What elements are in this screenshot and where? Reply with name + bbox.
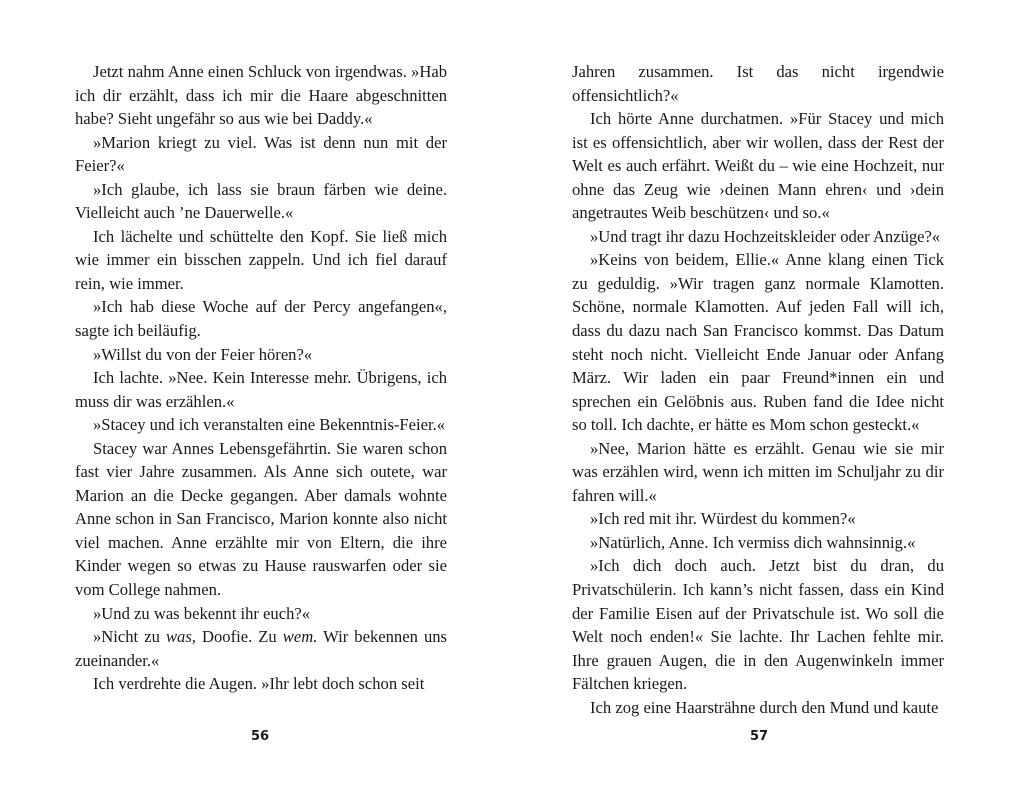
paragraph: Jetzt nahm Anne einen Schluck von irgendwas. »Hab ich dir erzählt, dass ich mir die Haare abgeschnitten habe? Sieht ungefähr so aus wie bei Daddy.« xyxy=(75,62,447,129)
italic-span: wem. xyxy=(282,627,318,647)
paragraph: »Keins von beidem, Ellie.« Anne klang einen Tick zu geduldig. »Wir tragen ganz normale Klamotten. Schöne, normale Klamotten. Auf jeden Fall will ich, dass du dazu nach San Francisco kommst. Das Datum steht noch nicht. Vielleicht Ende Januar oder Anfang März. Wir laden ein paar Freund*innen ein und sprechen ein Gelöbnis aus. Ruben fand die Idee nicht so toll. Ich dachte, er hätte es Mom schon gesteckt.« xyxy=(572,250,944,435)
paragraph: »Stacey und ich veranstalten eine Bekenntnis-Feier.« xyxy=(93,415,446,435)
page-number-right: 57 xyxy=(750,729,769,744)
paragraph: Ich hörte Anne durchatmen. »Für Stacey und mich ist es offensichtlich, aber wir wollen, dass der Rest der Welt es auch erfährt. Weißt du – wie eine Hochzeit, nur ohne das Zeug wie ›deinen Mann ehren‹ und ›dein angetrautes Weib beschützen‹ und so.« xyxy=(572,109,944,223)
paragraph: »Und tragt ihr dazu Hochzeitskleider oder Anzüge?« xyxy=(590,226,941,246)
right-page xyxy=(572,60,944,719)
text-span: Wir bekennen uns zueinander.« xyxy=(75,627,447,670)
paragraph: Stacey war Annes Lebensgefährtin. Sie waren schon fast vier Jahre zusammen. Als Anne sich outete, war Marion an die Decke gegangen. Aber damals wohnte Anne schon in San Francisco, Marion konnte also nicht viel machen. Anne erzählte mir von Eltern, die ihre Kinder wegen so etwas zu Hause rauswarfen oder sie vom College nahmen. xyxy=(75,438,447,600)
paragraph: Ich lächelte und schüttelte den Kopf. Sie ließ mich wie immer ein bisschen zappeln. Und ich fiel darauf rein, wie immer. xyxy=(75,226,447,293)
text-span: »Nicht zu xyxy=(93,627,166,647)
paragraph: »Und zu was bekennt ihr euch?« xyxy=(93,603,311,623)
paragraph: Jahren zusammen. Ist das nicht irgendwie offensichtlich?« xyxy=(572,62,944,105)
paragraph: »Marion kriegt zu viel. Was ist denn nun mit der Feier?« xyxy=(75,132,447,176)
paragraph: »Natürlich, Anne. Ich vermiss dich wahnsinnig.« xyxy=(590,532,916,552)
text-span: Doofie. Zu xyxy=(195,627,283,647)
left-page xyxy=(75,60,447,696)
italic-span: was, xyxy=(165,627,196,647)
paragraph: »Ich hab diese Woche auf der Percy angefangen«, sagte ich beiläufig. xyxy=(75,297,447,341)
paragraph: Ich verdrehte die Augen. »Ihr lebt doch schon seit xyxy=(93,674,425,694)
paragraph: »Ich red mit ihr. Würdest du kommen?« xyxy=(590,509,856,529)
paragraph: »Nee, Marion hätte es erzählt. Genau wie sie mir was erzählen wird, wenn ich mitten im Schuljahr zu dir fahren will.« xyxy=(572,438,944,505)
page-number-left: 56 xyxy=(251,729,270,744)
paragraph: »Ich dich doch auch. Jetzt bist du dran, du Privatschülerin. Ich kann’s nicht fassen, dass ein Kind der Familie Eisen auf der Privatschule ist. Wo soll die Welt noch enden!« Sie lachte. Ihr Lachen fehlte mir. Ihre grauen Augen, die in den Augenwinkeln immer Fältchen kriegen. xyxy=(572,556,944,694)
paragraph: Ich lachte. »Nee. Kein Interesse mehr. Übrigens, ich muss dir was erzählen.« xyxy=(75,368,447,411)
paragraph: Ich zog eine Haarsträhne durch den Mund und kaute xyxy=(590,697,939,717)
paragraph-with-italics xyxy=(75,625,447,672)
paragraph: »Willst du von der Feier hören?« xyxy=(93,344,313,364)
paragraph: »Ich glaube, ich lass sie braun färben wie deine. Vielleicht auch ’ne Dauerwelle.« xyxy=(75,179,447,223)
